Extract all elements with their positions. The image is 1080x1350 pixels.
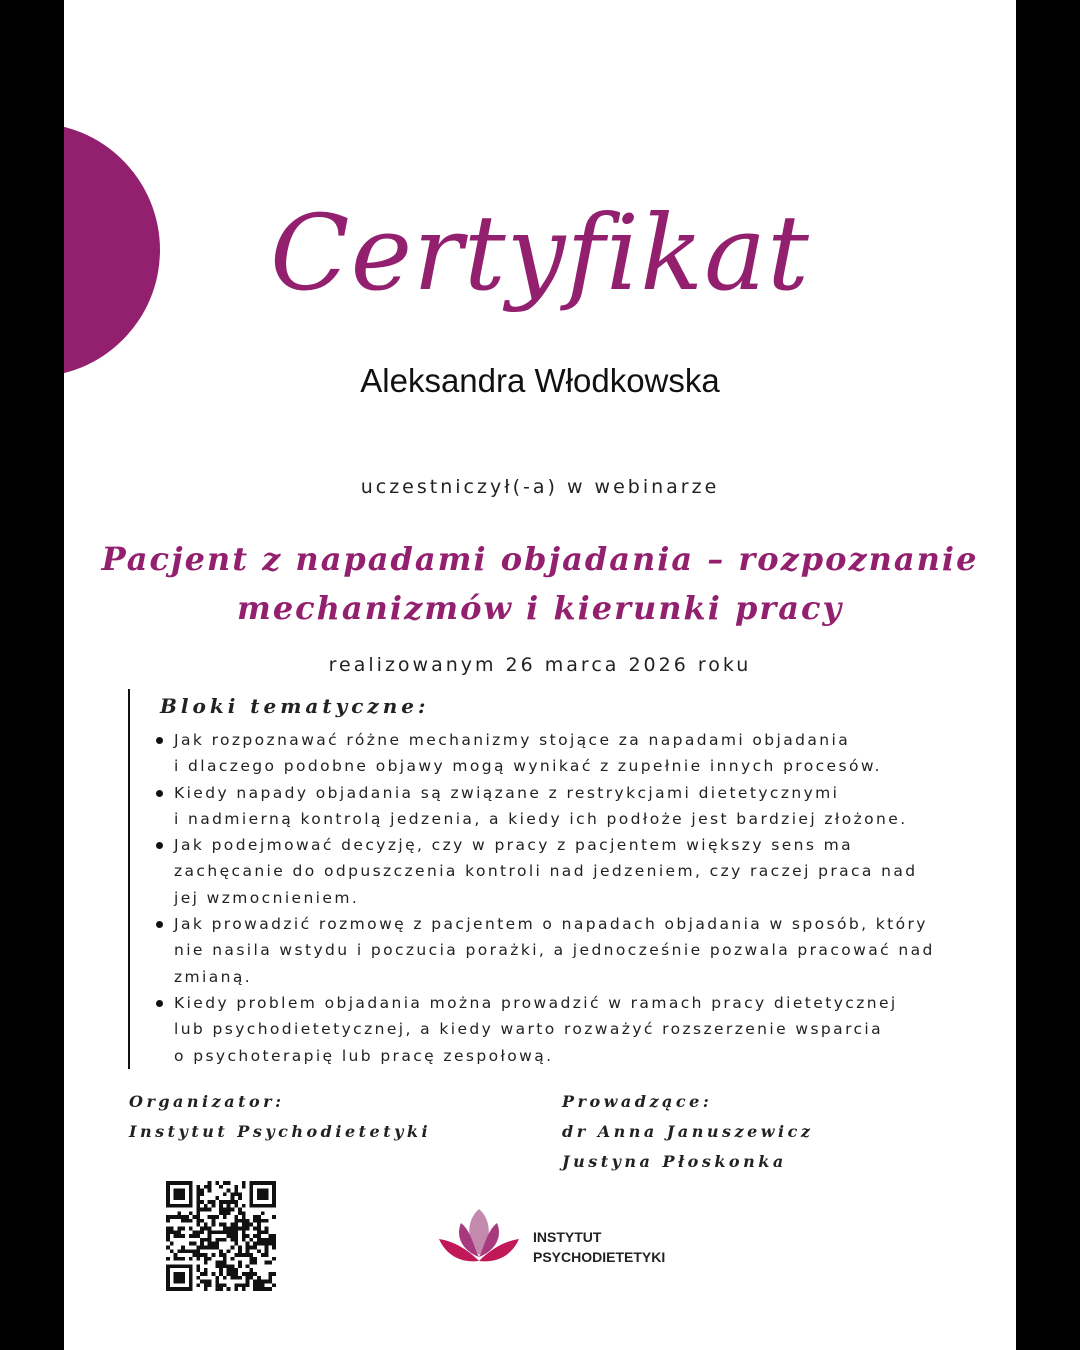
- topic-item-line: i nadmierną kontrolą jedzenia, a kiedy ich podłoże jest bardziej złożone.: [174, 809, 908, 828]
- certificate-page: [64, 0, 1016, 1350]
- participation-text: uczestniczył(-a) w webinarze: [360, 476, 720, 498]
- institute-logo: [437, 1205, 677, 1269]
- host-1: dr Anna Januszewicz: [562, 1122, 814, 1141]
- topic-item: [156, 780, 970, 833]
- topic-item-line: o psychoterapię lub pracę zespołową.: [174, 1046, 554, 1065]
- logo-line-2: PSYCHODIETETYKI: [533, 1249, 666, 1265]
- lotus-icon: [437, 1205, 521, 1269]
- logo-text: [533, 1227, 665, 1267]
- webinar-date: realizowanym 26 marca 2026 roku: [328, 654, 752, 676]
- topic-item-line: zmianą.: [174, 967, 253, 986]
- topic-item-line: i dlaczego podobne objawy mogą wynikać z zupełnie innych procesów.: [174, 757, 882, 776]
- topic-item-line: jej wzmocnieniem.: [174, 888, 360, 907]
- webinar-title: [64, 535, 1016, 633]
- webinar-title-line-1: Pacjent z napadami objadania – rozpoznanie: [101, 540, 979, 578]
- webinar-title-line-2: mechanizmów i kierunki pracy: [236, 589, 844, 627]
- bullet-icon: [156, 921, 163, 928]
- topic-item-line: Kiedy napady objadania są związane z restrykcjami dietetycznymi: [174, 783, 840, 802]
- bullet-icon: [156, 737, 163, 744]
- organizer-label: Organizator:: [129, 1092, 285, 1111]
- topic-item-line: Jak podejmować decyzję, czy w pracy z pacjentem większy sens ma: [174, 836, 854, 855]
- topic-item-line: nie nasila wstydu i poczucia porażki, a jednocześnie pozwala pracować nad: [174, 941, 935, 960]
- topic-item: [156, 911, 970, 990]
- bullet-icon: [156, 842, 163, 849]
- topic-item-line: lub psychodietetycznej, a kiedy warto rozważyć rozszerzenie wsparcia: [174, 1020, 884, 1039]
- topic-item-line: Jak prowadzić rozmowę z pacjentem o napadach objadania w sposób, który: [174, 915, 928, 934]
- qr-code[interactable]: [166, 1181, 276, 1291]
- topics-block: [128, 689, 970, 1069]
- certificate-title: Certyfikat: [270, 192, 810, 314]
- topic-item: [156, 727, 970, 780]
- organizer-block: [129, 1087, 431, 1147]
- topic-item: [156, 990, 970, 1069]
- topic-item-line: Jak rozpoznawać różne mechanizmy stojące za napadami objadania: [174, 731, 851, 749]
- logo-line-1: INSTYTUT: [533, 1229, 602, 1245]
- hosts-block: [562, 1087, 813, 1177]
- topics-list: [130, 727, 970, 1069]
- topics-heading: Bloki tematyczne:: [160, 694, 430, 718]
- topic-item-line: Kiedy problem objadania można prowadzić w ramach pracy dietetycznej: [174, 993, 898, 1012]
- bullet-icon: [156, 1000, 163, 1007]
- host-2: Justyna Płoskonka: [562, 1152, 787, 1171]
- topic-item-line: zachęcanie do odpuszczenia kontroli nad jedzeniem, czy raczej praca nad: [174, 862, 918, 881]
- organizer-name: Instytut Psychodietetyki: [129, 1122, 432, 1141]
- bullet-icon: [156, 790, 163, 797]
- hosts-label: Prowadzące:: [562, 1092, 713, 1111]
- recipient-name: Aleksandra Włodkowska: [360, 362, 720, 399]
- topic-item: [156, 832, 970, 911]
